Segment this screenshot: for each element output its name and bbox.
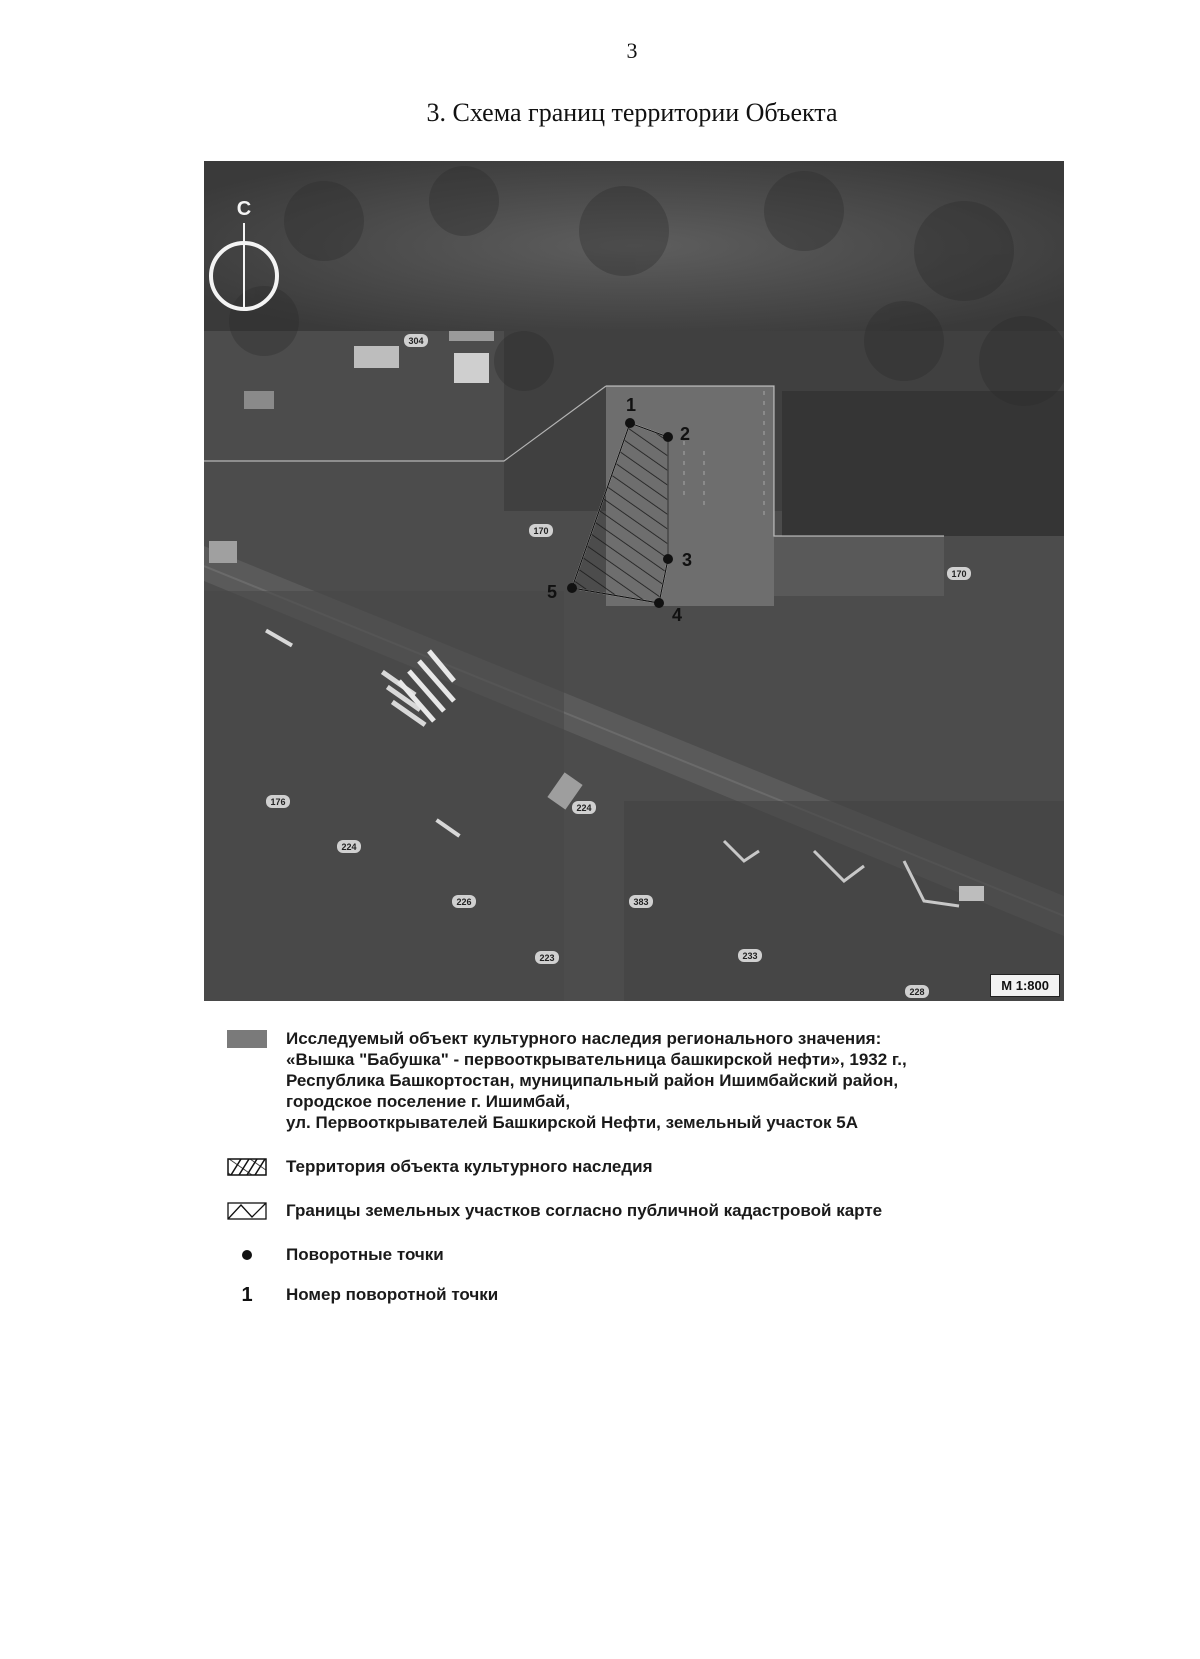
turning-point-2 [663, 432, 673, 442]
satellite-map [204, 161, 1064, 1001]
legend-object-line-4: городское поселение г. Ишимбай, [286, 1092, 571, 1111]
cadastral-swatch-icon [227, 1202, 267, 1220]
legend-text-point-number: Номер поворотной точки [286, 1285, 499, 1304]
parcel-label-224-a: 224 [341, 842, 357, 852]
dot-icon [242, 1250, 252, 1260]
legend-item-object [226, 1028, 907, 1133]
page-number: 3 [626, 38, 638, 63]
parcel-label-304: 304 [408, 336, 424, 346]
map-canvas [204, 161, 1064, 1001]
hatch-swatch-icon [227, 1158, 267, 1176]
legend-text-cadastral: Границы земельных участков согласно публичной кадастровой карте [286, 1201, 883, 1220]
point-number-5: 5 [547, 582, 558, 602]
legend-object-line-2: «Вышка "Бабушка" - первооткрывательница башкирской нефти», 1932 г., [286, 1050, 907, 1069]
turning-point-3 [663, 554, 673, 564]
legend-text-territory: Территория объекта культурного наследия [286, 1157, 653, 1176]
parcel-label-223: 223 [539, 953, 555, 963]
turning-point-4 [654, 598, 664, 608]
legend-symbol-object-fill [226, 1028, 268, 1050]
parcel-label-176: 176 [270, 797, 286, 807]
legend-item-points [226, 1244, 444, 1266]
legend-item-point-number [226, 1284, 498, 1306]
legend-object-line-1: Исследуемый объект культурного наследия регионального значения: [286, 1029, 882, 1048]
parcel-label-170-b: 170 [951, 569, 967, 579]
page-title: 3. Схема границ территории Объекта [426, 98, 838, 127]
legend-object-line-3: Республика Башкортостан, муниципальный район Ишимбайский район, [286, 1071, 899, 1090]
legend-symbol-hatch [226, 1156, 268, 1178]
legend-symbol-number [226, 1284, 268, 1306]
clearing-edge [774, 536, 944, 596]
parcel-label-226: 226 [456, 897, 472, 907]
point-number-1: 1 [626, 395, 637, 415]
dark-area [782, 391, 1064, 536]
legend-item-territory [226, 1156, 653, 1178]
residential-left [204, 591, 564, 1001]
legend-object-line-5: ул. Первооткрывателей Башкирской Нефти, земельный участок 5А [286, 1113, 858, 1132]
turning-point-1 [625, 418, 635, 428]
point-number-3: 3 [682, 550, 693, 570]
map-scale: М 1:800 [990, 974, 1060, 997]
legend-text-points: Поворотные точки [286, 1245, 444, 1264]
parcel-label-228: 228 [909, 987, 925, 997]
legend-symbol-cadastral [226, 1200, 268, 1222]
residential-right [624, 801, 1064, 1001]
parcel-label-224-b: 224 [576, 803, 592, 813]
parcel-label-170-a: 170 [533, 526, 549, 536]
legend-text-object [286, 1028, 907, 1133]
legend-symbol-dot [226, 1244, 268, 1266]
turning-point-5 [567, 583, 577, 593]
north-label: С [236, 198, 252, 220]
parcel-label-383: 383 [633, 897, 649, 907]
point-number-4: 4 [672, 605, 683, 625]
legend-item-cadastral [226, 1200, 882, 1222]
legend-number-sample: 1 [241, 1283, 253, 1306]
point-number-2: 2 [680, 424, 691, 444]
parcel-label-233: 233 [742, 951, 758, 961]
